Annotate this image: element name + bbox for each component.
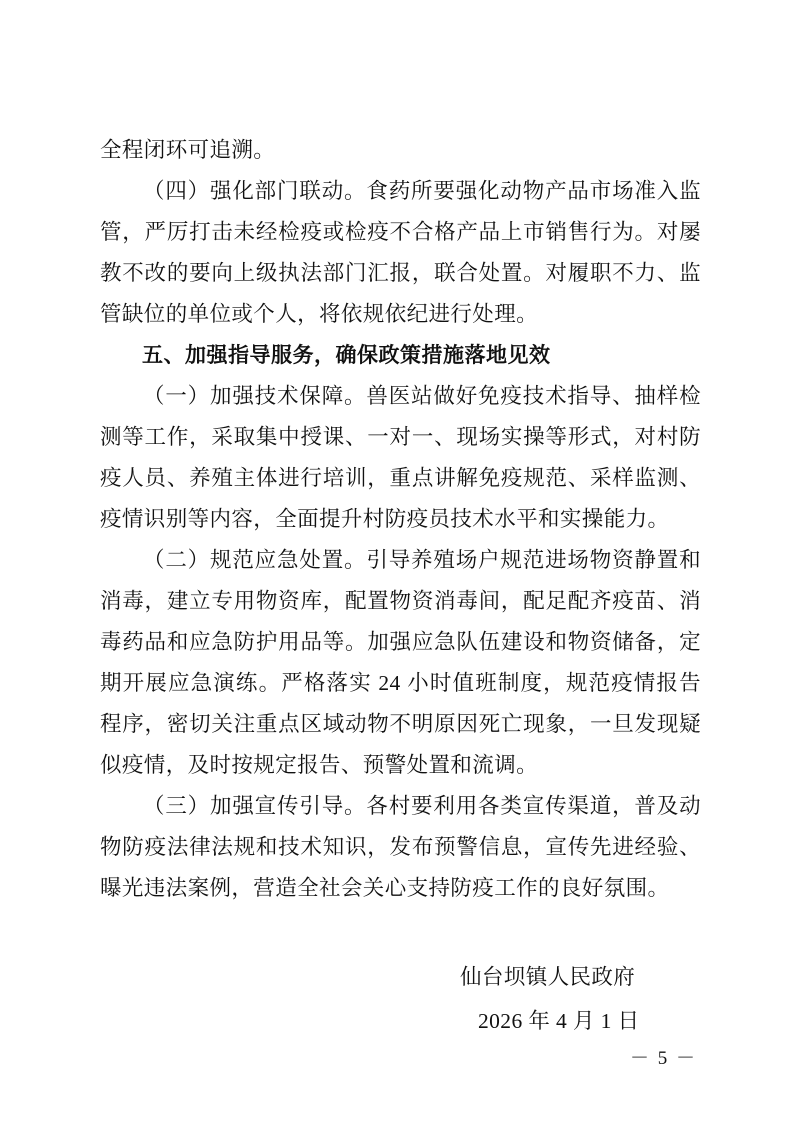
paragraph-continuation: 全程闭环可追溯。	[100, 138, 276, 162]
paragraph-sub-one: （一）加强技术保障。兽医站做好免疫技术指导、抽样检测等工作，采取集中授课、一对一、现场实操等形式，对村防疫人员、养殖主体进行培训，重点讲解免疫规范、采样监测、疫情识别等内容，全面提升村防疫员技术水平和实操能力。	[100, 384, 701, 531]
paragraph-sub-three: （三）加强宣传引导。各村要利用各类宣传渠道，普及动物防疫法律法规和技术知识，发布预警信息，宣传先进经验、曝光违法案例，营造全社会关心支持防疫工作的良好氛围。	[100, 794, 701, 900]
paragraph-sub-two: （二）规范应急处置。引导养殖场户规范进场物资静置和消毒，建立专用物资库，配置物资消毒间，配足配齐疫苗、消毒药品和应急防护用品等。加强应急队伍建设和物资储备，定期开展应急演练。严格落实 24 小时值班制度，规范疫情报告程序，密切关注重点区域动物不明原因死亡现象，一旦发现疑似疫情，及时按规定报告、预警处置和流调。	[100, 548, 701, 777]
signature-issuer: 仙台坝镇人民政府	[460, 965, 636, 989]
signature-date: 2026 年 4 月 1 日	[478, 1009, 640, 1033]
page-number: － 5 －	[629, 1048, 697, 1069]
signature-block	[100, 955, 701, 1043]
document-body	[100, 130, 701, 1043]
paragraph-item-four: （四）强化部门联动。食药所要强化动物产品市场准入监管，严厉打击未经检疫或检疫不合格产品上市销售行为。对屡教不改的要向上级执法部门汇报，联合处置。对履职不力、监管缺位的单位或个人，将依规依纪进行处理。	[100, 179, 701, 326]
section-heading-five: 五、加强指导服务，确保政策措施落地见效	[142, 344, 551, 367]
